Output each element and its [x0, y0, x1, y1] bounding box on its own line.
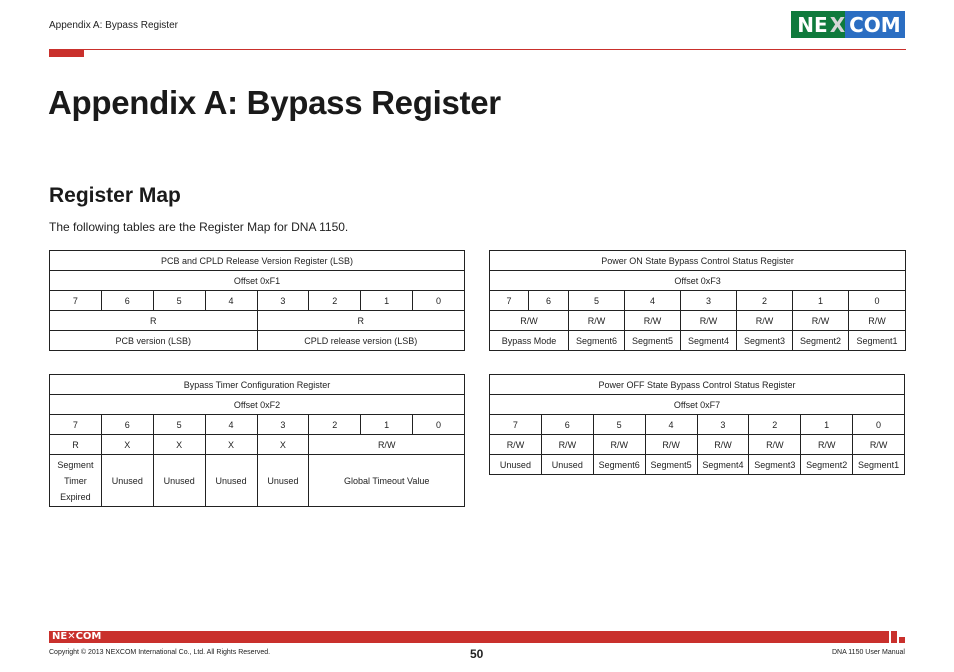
table-title: Power ON State Bypass Control Status Register [490, 251, 906, 271]
bit-cell: 2 [309, 291, 361, 311]
description-cell: Segment1 [853, 455, 905, 475]
description-cell: Segment1 [849, 331, 906, 351]
access-cell: R/W [645, 435, 697, 455]
access-row [50, 311, 465, 331]
description-row [50, 331, 465, 351]
access-cell: R/W [849, 311, 906, 331]
bit-cell: 1 [793, 291, 849, 311]
description-cell: Segment5 [625, 331, 681, 351]
bit-cell: 3 [257, 291, 309, 311]
bit-cell: 7 [490, 415, 542, 435]
access-cell: R [50, 435, 102, 455]
description-cell: Unused [541, 455, 593, 475]
bit-cell: 5 [153, 291, 205, 311]
description-row [50, 455, 465, 507]
description-cell: Segment3 [737, 331, 793, 351]
table-offset: Offset 0xF1 [50, 271, 465, 291]
access-cell: X [101, 435, 153, 455]
footer-bar [49, 631, 889, 643]
bit-cell: 7 [490, 291, 529, 311]
description-cell: Segment4 [681, 331, 737, 351]
access-cell: R/W [593, 435, 645, 455]
access-cell: R/W [749, 435, 801, 455]
description-line: Expired [60, 491, 91, 502]
description-row [490, 455, 905, 475]
table-offset: Offset 0xF3 [490, 271, 906, 291]
table-offset: Offset 0xF2 [50, 395, 465, 415]
table-title: Bypass Timer Configuration Register [50, 375, 465, 395]
bit-cell: 5 [153, 415, 205, 435]
description-cell: Unused [490, 455, 542, 475]
description-cell: Segment3 [749, 455, 801, 475]
bit-row [50, 415, 465, 435]
copyright-text: Copyright © 2013 NEXCOM International Co., Ltd. All Rights Reserved. [49, 649, 271, 656]
access-row [50, 435, 465, 455]
description-cell: CPLD release version (LSB) [257, 331, 465, 351]
access-cell: X [153, 435, 205, 455]
bit-cell: 0 [413, 415, 465, 435]
bit-cell: 6 [541, 415, 593, 435]
bit-cell: 4 [645, 415, 697, 435]
bit-cell: 3 [697, 415, 749, 435]
bit-row [490, 291, 906, 311]
bit-cell: 1 [361, 415, 413, 435]
bit-cell: 4 [205, 291, 257, 311]
table-title: PCB and CPLD Release Version Register (LSB) [50, 251, 465, 271]
description-cell: PCB version (LSB) [50, 331, 258, 351]
header-rule [49, 49, 906, 50]
access-cell: R/W [793, 311, 849, 331]
access-cell: R/W [853, 435, 905, 455]
description-line: Segment [57, 459, 94, 470]
bit-cell: 4 [625, 291, 681, 311]
pcb-cpld-version-register-table [49, 250, 465, 351]
bit-cell: 3 [257, 415, 309, 435]
bypass-timer-config-register-table [49, 374, 465, 507]
access-cell: X [257, 435, 309, 455]
access-cell: R [50, 311, 258, 331]
bit-cell: 6 [529, 291, 569, 311]
description-cell: Unused [153, 455, 205, 507]
logo-text-ne: NE [797, 12, 828, 37]
footer-logo: NE✕COM [52, 631, 102, 642]
access-cell: R/W [569, 311, 625, 331]
bit-cell: 6 [101, 291, 153, 311]
description-cell: Global Timeout Value [309, 455, 465, 507]
bit-cell: 5 [569, 291, 625, 311]
bit-row [490, 415, 905, 435]
manual-name: DNA 1150 User Manual [831, 649, 905, 656]
bit-cell: 0 [413, 291, 465, 311]
description-cell: Segment6 [593, 455, 645, 475]
bit-cell: 4 [205, 415, 257, 435]
table-offset: Offset 0xF7 [490, 395, 905, 415]
footer-square-icon [899, 637, 905, 643]
access-cell: R/W [625, 311, 681, 331]
bit-cell: 7 [50, 415, 102, 435]
access-cell: R/W [737, 311, 793, 331]
bit-cell: 5 [593, 415, 645, 435]
access-row [490, 435, 905, 455]
table-title: Power OFF State Bypass Control Status Register [490, 375, 905, 395]
access-cell: R/W [541, 435, 593, 455]
description-cell: Segment5 [645, 455, 697, 475]
bit-cell: 3 [681, 291, 737, 311]
access-cell: R [257, 311, 465, 331]
power-off-bypass-status-register-table [489, 374, 905, 475]
access-cell: X [205, 435, 257, 455]
access-cell: R/W [697, 435, 749, 455]
logo-x-icon: X [829, 12, 846, 37]
bit-cell: 2 [737, 291, 793, 311]
description-cell: Segment4 [697, 455, 749, 475]
nexcom-logo [791, 11, 905, 38]
footer-square-icon [891, 637, 897, 643]
bit-cell: 2 [309, 415, 361, 435]
access-cell: R/W [801, 435, 853, 455]
description-cell: Segment2 [801, 455, 853, 475]
access-row [490, 311, 906, 331]
description-cell: Unused [205, 455, 257, 507]
page-number: 50 [470, 647, 484, 661]
description-cell: Bypass Mode [490, 331, 569, 351]
page-title: Appendix A: Bypass Register [48, 84, 501, 121]
description-line: Timer [64, 475, 87, 486]
description-cell: Segment2 [793, 331, 849, 351]
header-section-title: Appendix A: Bypass Register [49, 20, 178, 31]
access-cell: R/W [681, 311, 737, 331]
header-accent-block [49, 49, 84, 57]
access-cell: R/W [309, 435, 465, 455]
bit-cell: 0 [853, 415, 905, 435]
description-cell: Unused [101, 455, 153, 507]
bit-cell: 1 [361, 291, 413, 311]
section-heading: Register Map [49, 184, 181, 207]
access-cell: R/W [490, 311, 569, 331]
intro-paragraph: The following tables are the Register Map for DNA 1150. [49, 220, 349, 234]
power-on-bypass-status-register-table [489, 250, 906, 351]
description-cell [50, 455, 102, 507]
description-row [490, 331, 906, 351]
description-cell: Unused [257, 455, 309, 507]
bit-cell: 2 [749, 415, 801, 435]
bit-cell: 6 [101, 415, 153, 435]
logo-text-com: COM [845, 11, 905, 38]
bit-row [50, 291, 465, 311]
access-cell: R/W [490, 435, 542, 455]
bit-cell: 0 [849, 291, 906, 311]
description-cell: Segment6 [569, 331, 625, 351]
bit-cell: 7 [50, 291, 102, 311]
bit-cell: 1 [801, 415, 853, 435]
